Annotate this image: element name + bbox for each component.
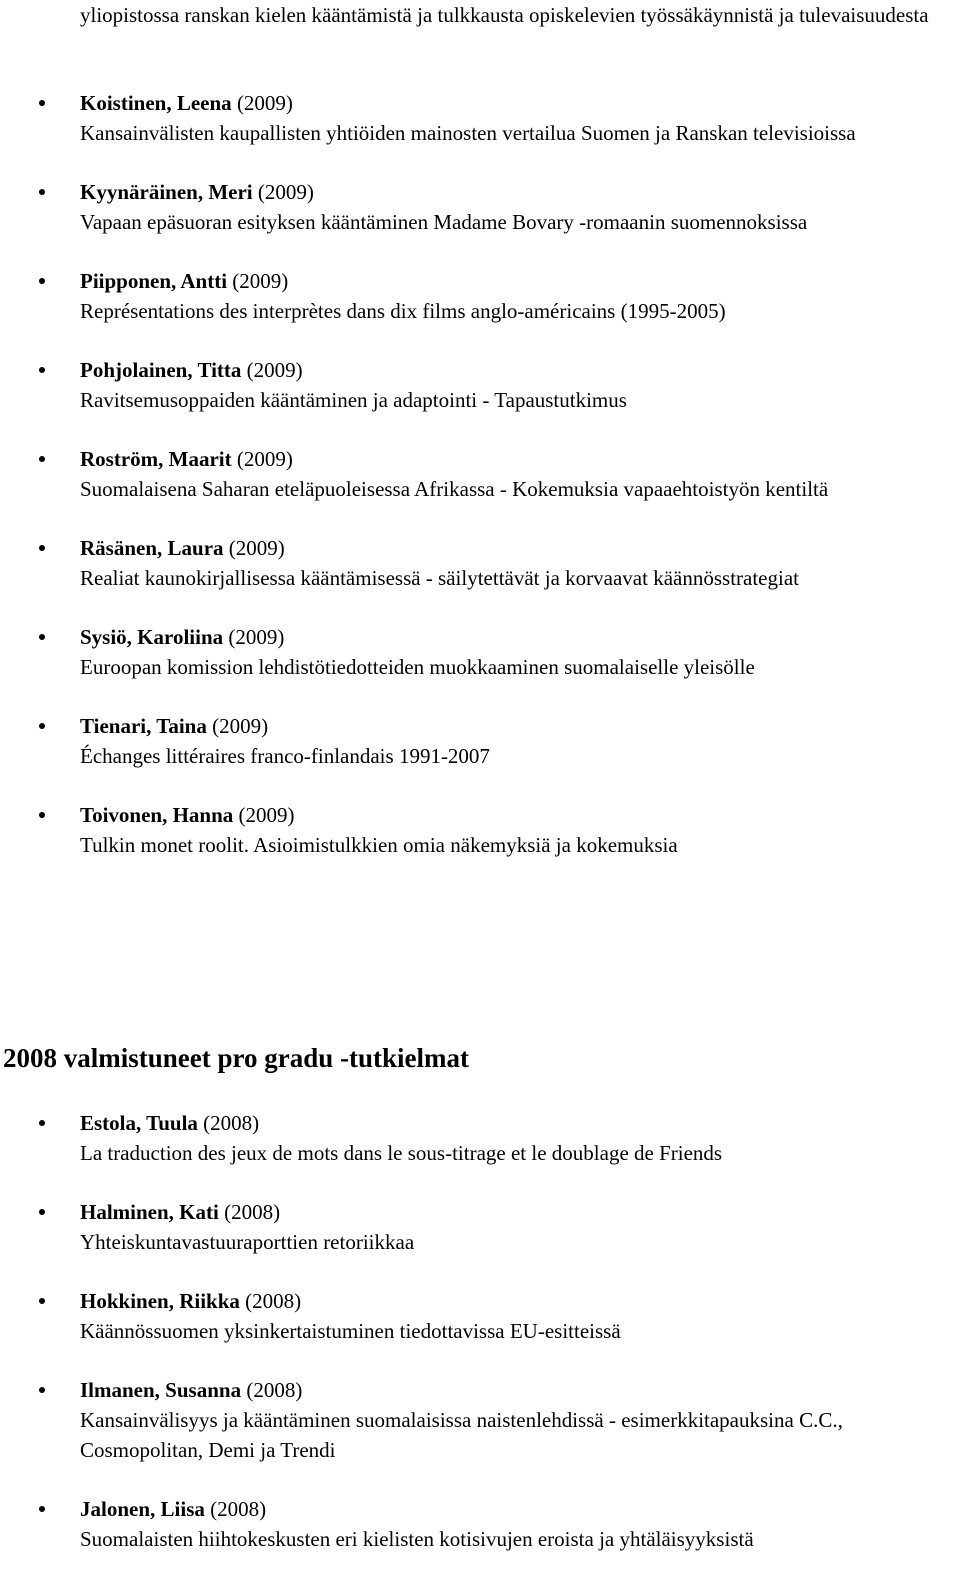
bullet-icon (39, 278, 45, 284)
thesis-title: Kansainvälisten kaupallisten yhtiöiden mainosten vertailua Suomen ja Ranskan televisioissa (80, 121, 856, 145)
list-item (0, 622, 960, 682)
author-name: Estola, Tuula (80, 1111, 198, 1135)
thesis-year: (2009) (236, 447, 293, 471)
continued-title-text: yliopistossa ranskan kielen kääntämistä ja tulkkausta opiskelevien työssäkäynnistä ja tulevaisuudesta (80, 3, 929, 27)
bullet-icon (39, 1506, 45, 1512)
thesis-title: La traduction des jeux de mots dans le sous-titrage et le doublage de Friends (80, 1141, 723, 1165)
author-name: Sysiö, Karoliina (80, 625, 224, 649)
author-name: Jalonen, Liisa (80, 1497, 205, 1521)
thesis-year: (2008) (224, 1200, 281, 1224)
thesis-year: (2008) (245, 1289, 302, 1313)
thesis-title: Suomalaisena Saharan eteläpuoleisessa Afrikassa - Kokemuksia vapaaehtoistyön kentiltä (80, 477, 829, 501)
author-name: Koistinen, Leena (80, 91, 232, 115)
thesis-title: Euroopan komission lehdistötiedotteiden muokkaaminen suomalaiselle yleisölle (80, 655, 755, 679)
thesis-title: Tulkin monet roolit. Asioimistulkkien omia näkemyksiä ja kokemuksia (80, 833, 678, 857)
thesis-list-2008 (0, 1108, 960, 1583)
thesis-year: (2009) (228, 536, 285, 560)
thesis-title: Realiat kaunokirjallisessa kääntämisessä - säilytettävät ja korvaavat käännösstrategiat (80, 566, 799, 590)
list-item (0, 355, 960, 415)
author-name: Roström, Maarit (80, 447, 232, 471)
thesis-year: (2008) (210, 1497, 267, 1521)
author-name: Ilmanen, Susanna (80, 1378, 242, 1402)
list-item (0, 1375, 960, 1465)
section-heading-2008: 2008 valmistuneet pro gradu -tutkielmat (3, 1043, 469, 1073)
list-item (0, 444, 960, 504)
bullet-icon (39, 1120, 45, 1126)
thesis-title: Käännössuomen yksinkertaistuminen tiedottavissa EU-esitteissä (80, 1319, 621, 1343)
author-name: Räsänen, Laura (80, 536, 224, 560)
bullet-icon (39, 812, 45, 818)
bullet-icon (39, 545, 45, 551)
thesis-title: Échanges littéraires franco-finlandais 1991-2007 (80, 744, 490, 768)
thesis-title: Représentations des interprètes dans dix films anglo-américains (1995-2005) (80, 299, 726, 323)
thesis-year: (2009) (238, 803, 295, 827)
bullet-icon (39, 1298, 45, 1304)
thesis-title: Ravitsemusoppaiden kääntäminen ja adaptointi - Tapaustutkimus (80, 388, 627, 412)
author-name: Piipponen, Antti (80, 269, 228, 293)
thesis-list-2009 (0, 88, 960, 889)
list-item (0, 177, 960, 237)
bullet-icon (39, 723, 45, 729)
list-item (0, 711, 960, 771)
thesis-title: Vapaan epäsuoran esityksen kääntäminen Madame Bovary -romaanin suomennoksissa (80, 210, 808, 234)
list-item (0, 533, 960, 593)
author-name: Halminen, Kati (80, 1200, 219, 1224)
author-name: Pohjolainen, Titta (80, 358, 242, 382)
list-item (0, 88, 960, 148)
bullet-icon (39, 456, 45, 462)
bullet-icon (39, 1209, 45, 1215)
bullet-icon (39, 367, 45, 373)
list-item (0, 800, 960, 860)
thesis-title: Yhteiskuntavastuuraporttien retoriikkaa (80, 1230, 415, 1254)
thesis-year: (2009) (228, 625, 285, 649)
bullet-icon (39, 1387, 45, 1393)
thesis-year: (2009) (257, 180, 314, 204)
author-name: Toivonen, Hanna (80, 803, 234, 827)
bullet-icon (39, 100, 45, 106)
list-item (0, 1197, 960, 1257)
thesis-year: (2009) (246, 358, 303, 382)
thesis-title: Kansainvälisyys ja kääntäminen suomalaisissa naistenlehdissä - esimerkkitapauksina C.C., Cosmopolitan, Demi ja Trendi (80, 1408, 843, 1462)
bullet-icon (39, 634, 45, 640)
thesis-year: (2008) (246, 1378, 303, 1402)
thesis-year: (2009) (232, 269, 289, 293)
author-name: Kyynäräinen, Meri (80, 180, 253, 204)
thesis-year: (2008) (203, 1111, 260, 1135)
thesis-year: (2009) (236, 91, 293, 115)
list-item (0, 1286, 960, 1346)
list-item (0, 1494, 960, 1554)
author-name: Hokkinen, Riikka (80, 1289, 240, 1313)
bullet-icon (39, 189, 45, 195)
list-item (0, 266, 960, 326)
list-item (0, 1108, 960, 1168)
thesis-title: Suomalaisten hiihtokeskusten eri kielisten kotisivujen eroista ja yhtäläisyyksistä (80, 1527, 754, 1551)
thesis-year: (2009) (212, 714, 269, 738)
author-name: Tienari, Taina (80, 714, 207, 738)
